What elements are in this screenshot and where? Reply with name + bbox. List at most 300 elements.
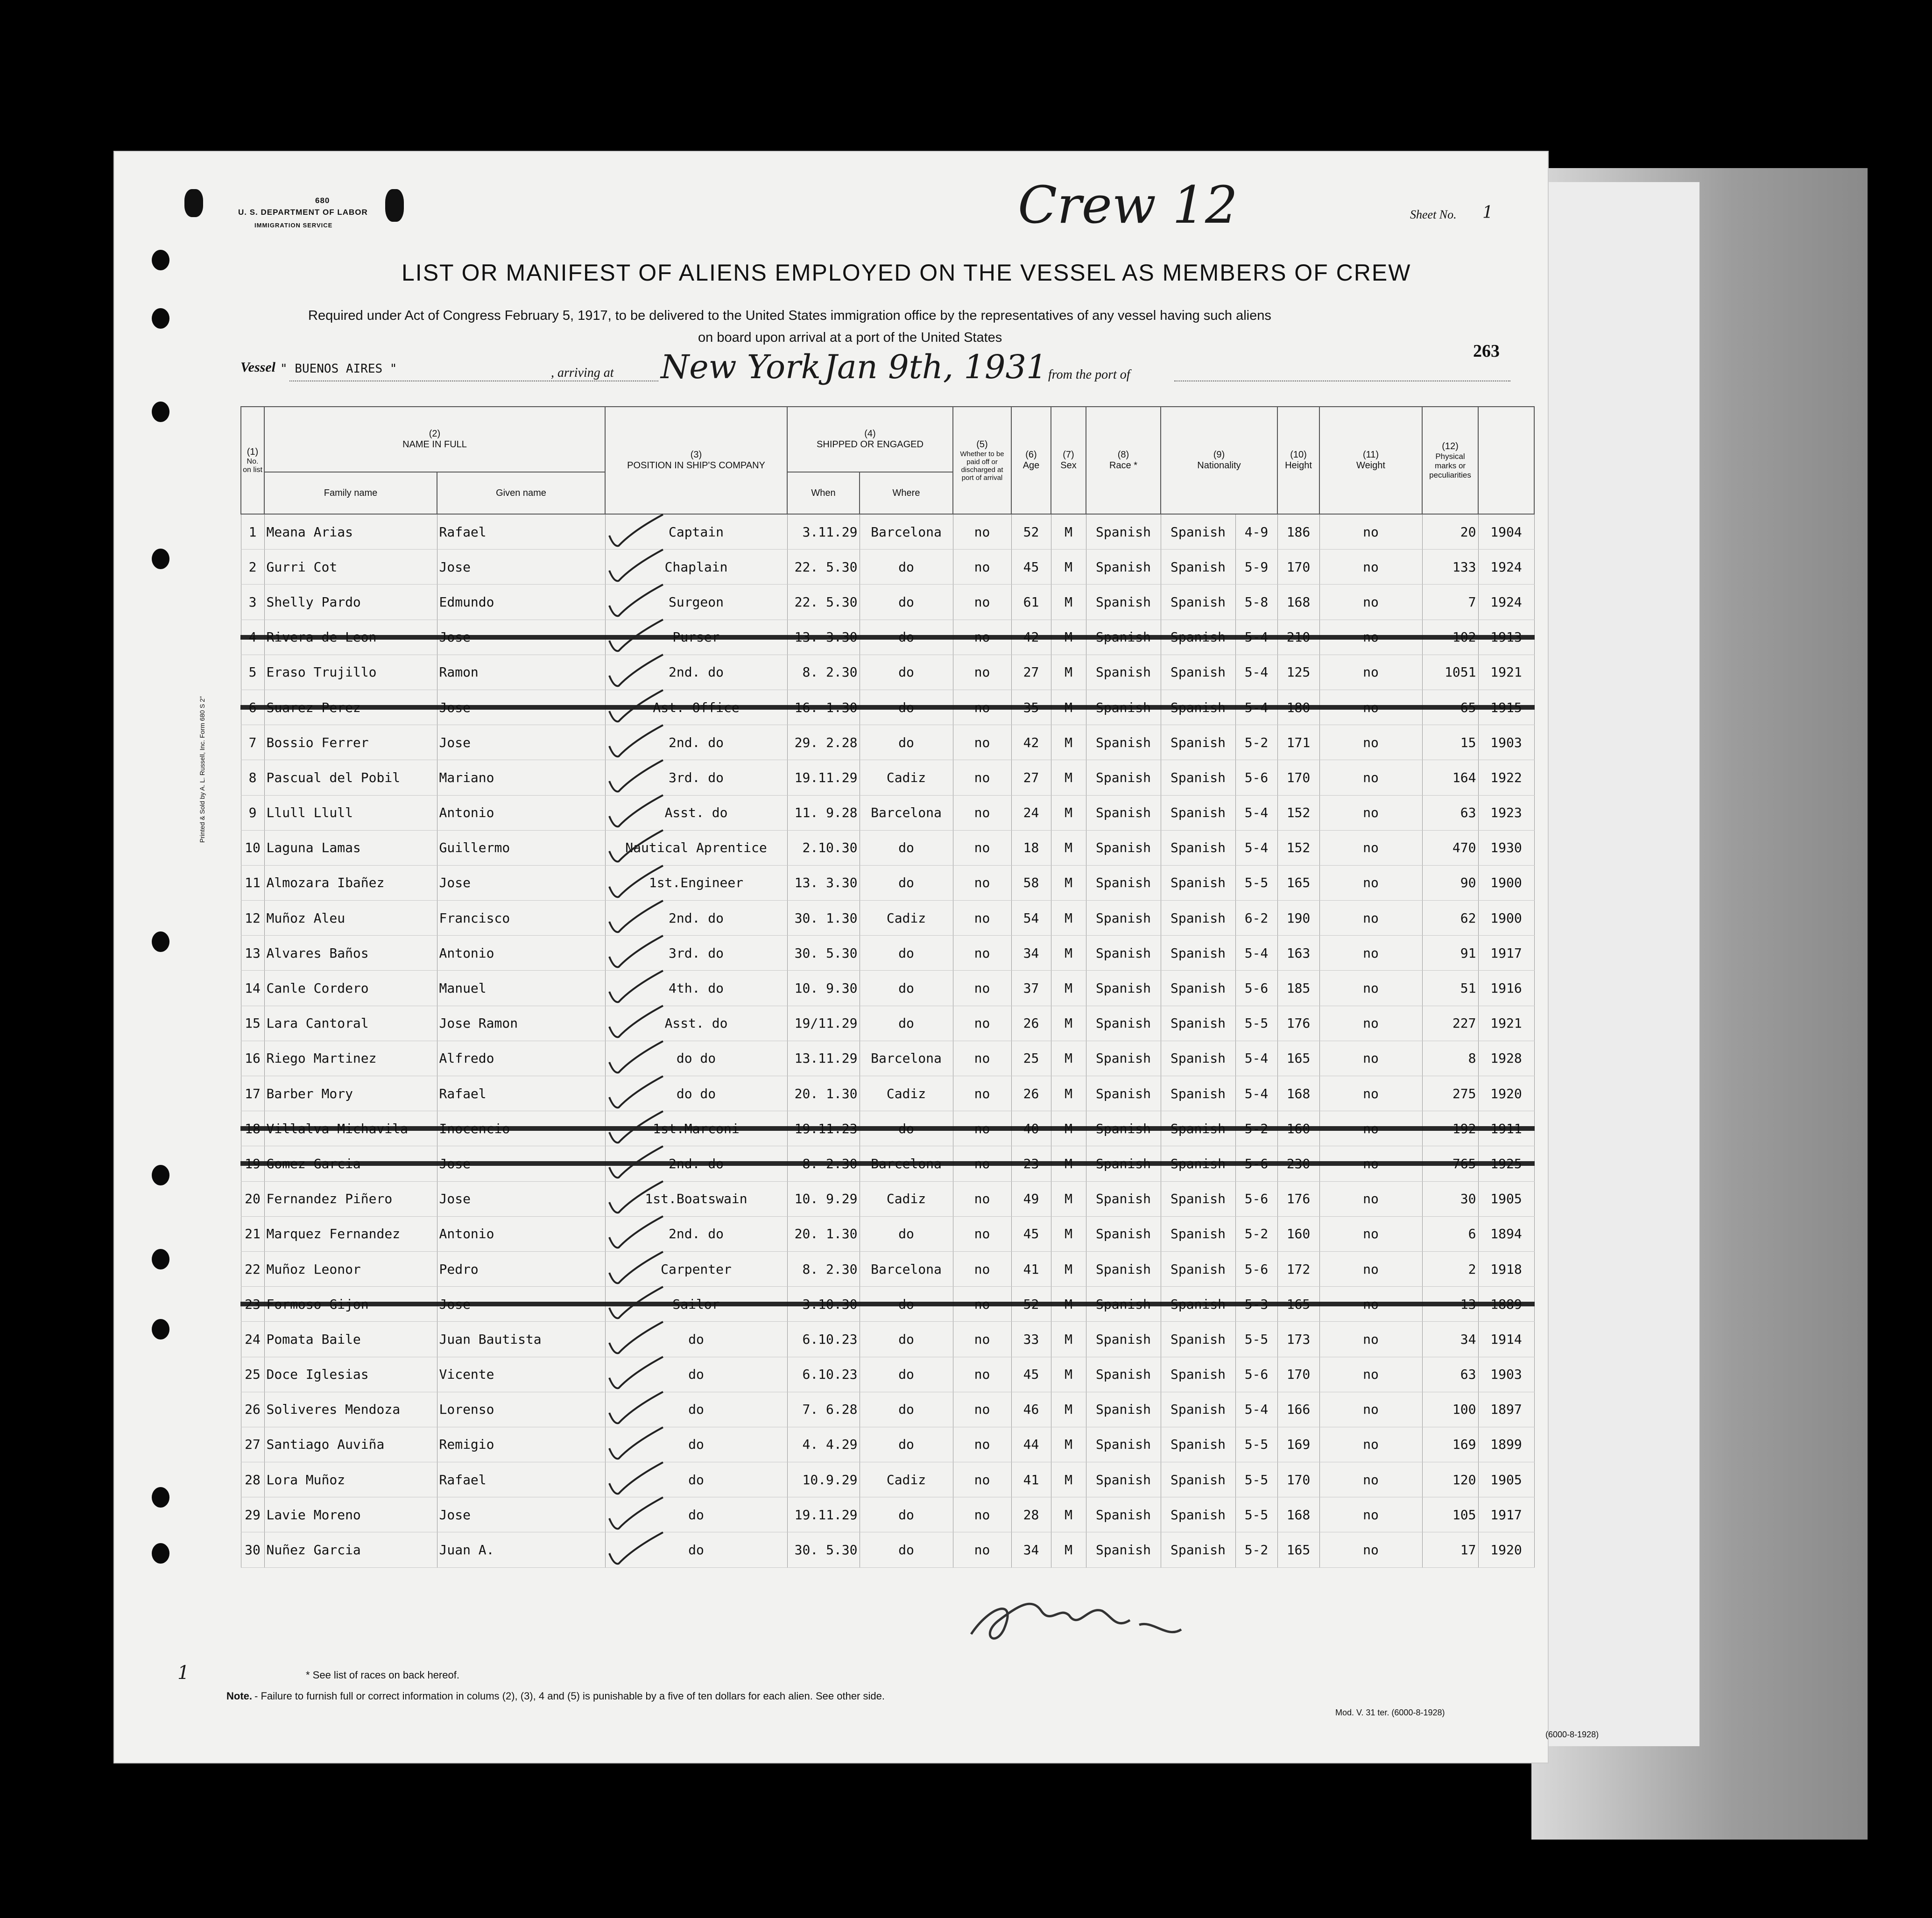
sex-cell: M — [1051, 971, 1086, 1006]
year-cell: 1930 — [1478, 830, 1534, 865]
weight-cell: 170 — [1277, 1357, 1319, 1392]
shipped-when-cell: 30. 1.30 — [787, 901, 860, 936]
nationality-cell: Spanish — [1161, 1251, 1235, 1286]
family-name-cell: Eraso Trujillo — [264, 655, 437, 690]
age-cell: 42 — [1011, 725, 1051, 760]
family-name-cell: Santiago Auviña — [264, 1427, 437, 1462]
shipped-where-cell: do — [860, 830, 953, 865]
given-name-cell: Jose — [437, 725, 605, 760]
shipped-when-cell: 13. 3.30 — [787, 865, 860, 900]
family-name-cell: Pomata Baile — [264, 1322, 437, 1357]
row-number-cell: 27 — [241, 1427, 264, 1462]
given-name-cell: Pedro — [437, 1251, 605, 1286]
physical-marks-cell: no — [1319, 1462, 1422, 1497]
binder-hole — [152, 549, 169, 569]
weight-cell: 176 — [1277, 1006, 1319, 1041]
position-cell: do — [605, 1322, 787, 1357]
margin-mark: 1 — [177, 1662, 190, 1684]
weight-cell: 165 — [1277, 1041, 1319, 1076]
position-cell: 3rd. do — [605, 936, 787, 971]
given-name-cell: Manuel — [437, 971, 605, 1006]
row-number-cell: 14 — [241, 971, 264, 1006]
row-number-cell: 15 — [241, 1006, 264, 1041]
race-cell: Spanish — [1086, 1427, 1161, 1462]
family-name-cell: Lavie Moreno — [264, 1497, 437, 1532]
weight-cell: 168 — [1277, 1497, 1319, 1532]
nationality-cell: Spanish — [1161, 655, 1235, 690]
check-mark-icon — [605, 1003, 670, 1041]
position-cell: do — [605, 1427, 787, 1462]
age-cell: 49 — [1011, 1181, 1051, 1216]
extra-number-cell: 63 — [1422, 795, 1478, 830]
position-cell: do do — [605, 1076, 787, 1111]
row-number-cell: 10 — [241, 830, 264, 865]
when-header: When — [787, 472, 860, 514]
family-name-cell: Doce Iglesias — [264, 1357, 437, 1392]
physical-marks-cell: no — [1319, 550, 1422, 585]
physical-marks-cell: no — [1319, 1041, 1422, 1076]
position-cell: 2nd. do — [605, 655, 787, 690]
given-name-cell: Antonio — [437, 936, 605, 971]
paid-off-cell: no — [953, 901, 1011, 936]
col-7-header — [1051, 407, 1086, 514]
paid-off-cell: no — [953, 585, 1011, 620]
col-6-header — [1011, 407, 1051, 514]
sex-cell: M — [1051, 1357, 1086, 1392]
shipped-when-cell: 22. 5.30 — [787, 585, 860, 620]
race-cell: Spanish — [1086, 1322, 1161, 1357]
sex-cell: M — [1051, 901, 1086, 936]
row-number-cell: 8 — [241, 760, 264, 795]
extra-number-cell: 2 — [1422, 1251, 1478, 1286]
check-mark-icon — [605, 1249, 670, 1287]
nationality-cell: Spanish — [1161, 936, 1235, 971]
position-cell: 1st.Engineer — [605, 865, 787, 900]
shipped-where-cell: Barcelona — [860, 795, 953, 830]
position-cell: 2nd. do — [605, 1216, 787, 1251]
paid-off-cell: no — [953, 1041, 1011, 1076]
col-10-label: Height — [1285, 460, 1312, 471]
paid-off-cell: no — [953, 865, 1011, 900]
weight-cell: 170 — [1277, 1462, 1319, 1497]
paid-off-cell: no — [953, 655, 1011, 690]
given-name-cell: Juan Bautista — [437, 1322, 605, 1357]
nationality-cell: Spanish — [1161, 1427, 1235, 1462]
col-5-number: (5) — [976, 439, 988, 450]
shipped-when-cell: 3.11.29 — [787, 514, 860, 550]
height-cell: 5-5 — [1235, 865, 1277, 900]
extra-number-cell: 470 — [1422, 830, 1478, 865]
given-name-cell: Rafael — [437, 1462, 605, 1497]
check-mark-icon — [605, 793, 670, 830]
table-row — [241, 655, 1534, 690]
extra-number-cell: 7 — [1422, 585, 1478, 620]
physical-marks-cell: no — [1319, 655, 1422, 690]
age-cell: 18 — [1011, 830, 1051, 865]
col-2-number: (2) — [429, 429, 441, 439]
shipped-where-cell: do — [860, 1006, 953, 1041]
year-cell: 1905 — [1478, 1462, 1534, 1497]
check-mark-icon — [605, 1354, 670, 1392]
height-cell: 5-6 — [1235, 971, 1277, 1006]
shipped-where-cell: Cadiz — [860, 1462, 953, 1497]
race-cell: Spanish — [1086, 1392, 1161, 1427]
height-cell: 5-5 — [1235, 1497, 1277, 1532]
table-row — [241, 1251, 1534, 1286]
shipped-when-cell: 30. 5.30 — [787, 936, 860, 971]
weight-cell: 163 — [1277, 936, 1319, 971]
nationality-cell: Spanish — [1161, 1392, 1235, 1427]
position-cell: 2nd. do — [605, 901, 787, 936]
year-cell: 1922 — [1478, 760, 1534, 795]
department-label: U. S. DEPARTMENT OF LABOR — [238, 208, 368, 217]
paid-off-cell: no — [953, 971, 1011, 1006]
binder-hole — [152, 1249, 169, 1269]
row-number-cell: 7 — [241, 725, 264, 760]
family-name-cell: Barber Mory — [264, 1076, 437, 1111]
age-cell: 46 — [1011, 1392, 1051, 1427]
shipped-where-cell: do — [860, 1322, 953, 1357]
weight-cell: 165 — [1277, 865, 1319, 900]
position-cell: Nautical Aprentice — [605, 830, 787, 865]
check-mark-icon — [605, 652, 670, 690]
check-mark-icon — [605, 968, 670, 1006]
table-row — [241, 1181, 1534, 1216]
extra-number-cell: 120 — [1422, 1462, 1478, 1497]
position-cell: do do — [605, 1041, 787, 1076]
sheet-no-label: Sheet No. — [1410, 208, 1457, 221]
sex-cell: M — [1051, 514, 1086, 550]
nationality-cell: Spanish — [1161, 1357, 1235, 1392]
given-name-cell: Mariano — [437, 760, 605, 795]
row-number-cell: 13 — [241, 936, 264, 971]
check-mark-icon — [605, 512, 670, 550]
race-cell: Spanish — [1086, 1216, 1161, 1251]
sex-cell: M — [1051, 830, 1086, 865]
race-cell: Spanish — [1086, 514, 1161, 550]
form-code: Mod. V. 31 ter. (6000-8-1928) — [1335, 1708, 1445, 1717]
age-cell: 45 — [1011, 1216, 1051, 1251]
paid-off-cell: no — [953, 514, 1011, 550]
height-cell: 6-2 — [1235, 901, 1277, 936]
row-number-cell: 9 — [241, 795, 264, 830]
height-cell: 4-9 — [1235, 514, 1277, 550]
col-11-label: Weight — [1356, 460, 1385, 471]
position-cell: Asst. do — [605, 795, 787, 830]
year-cell: 1920 — [1478, 1076, 1534, 1111]
weight-cell: 170 — [1277, 550, 1319, 585]
given-name-cell: Vicente — [437, 1357, 605, 1392]
shipped-when-cell: 8. 2.30 — [787, 655, 860, 690]
height-cell: 5-5 — [1235, 1462, 1277, 1497]
year-cell: 1924 — [1478, 550, 1534, 585]
form-code-back: (6000-8-1928) — [1545, 1730, 1599, 1739]
nationality-cell: Spanish — [1161, 585, 1235, 620]
manifest-table — [240, 406, 1535, 1568]
check-mark-icon — [605, 547, 670, 585]
given-name-cell: Jose — [437, 550, 605, 585]
col-9-number: (9) — [1213, 450, 1225, 460]
sex-cell: M — [1051, 1006, 1086, 1041]
printer-note: Printed & Sold by A. L. Russell, Inc. Form 680 S 2" — [198, 696, 206, 843]
weight-cell: 169 — [1277, 1427, 1319, 1462]
col-8-header — [1086, 407, 1161, 514]
paid-off-cell: no — [953, 725, 1011, 760]
position-cell: 2nd. do — [605, 725, 787, 760]
weight-cell: 152 — [1277, 795, 1319, 830]
physical-marks-cell: no — [1319, 1216, 1422, 1251]
paid-off-cell: no — [953, 1006, 1011, 1041]
height-cell: 5-6 — [1235, 1357, 1277, 1392]
sex-cell: M — [1051, 1251, 1086, 1286]
shipped-when-cell: 20. 1.30 — [787, 1216, 860, 1251]
where-header: Where — [860, 472, 953, 514]
col-2-header — [264, 407, 605, 472]
table-row — [241, 1006, 1534, 1041]
height-cell: 5-4 — [1235, 830, 1277, 865]
family-name-cell: Muñoz Leonor — [264, 1251, 437, 1286]
physical-marks-cell: no — [1319, 1427, 1422, 1462]
page-title: LIST OR MANIFEST OF ALIENS EMPLOYED ON THE VESSEL AS MEMBERS OF CREW — [402, 260, 1411, 286]
given-name-cell: Remigio — [437, 1427, 605, 1462]
weight-cell: 165 — [1277, 1532, 1319, 1567]
nationality-cell: Spanish — [1161, 1497, 1235, 1532]
position-cell: do — [605, 1357, 787, 1392]
col-1-label: No. on list — [243, 457, 262, 474]
sex-cell: M — [1051, 760, 1086, 795]
check-mark-icon — [605, 582, 670, 620]
note-label: Note. — [226, 1690, 252, 1702]
position-cell: Captain — [605, 514, 787, 550]
subtitle-line-2: on board upon arrival at a port of the United States — [698, 330, 1002, 345]
position-cell: Asst. do — [605, 1006, 787, 1041]
weight-cell: 168 — [1277, 585, 1319, 620]
from-port-label: from the port of — [1048, 367, 1130, 382]
row-number-cell: 20 — [241, 1181, 264, 1216]
table-row — [241, 1322, 1534, 1357]
year-cell: 1921 — [1478, 655, 1534, 690]
year-cell: 1917 — [1478, 1497, 1534, 1532]
table-row — [241, 725, 1534, 760]
position-cell: 1st.Boatswain — [605, 1181, 787, 1216]
family-name-cell: Pascual del Pobil — [264, 760, 437, 795]
year-cell: 1900 — [1478, 865, 1534, 900]
strike-through-line — [240, 1161, 1535, 1166]
binder-hole — [152, 308, 169, 329]
height-cell: 5-2 — [1235, 1216, 1277, 1251]
age-cell: 33 — [1011, 1322, 1051, 1357]
age-cell: 45 — [1011, 1357, 1051, 1392]
family-name-cell: Llull Llull — [264, 795, 437, 830]
shipped-where-cell: Barcelona — [860, 1251, 953, 1286]
shipped-where-cell: Cadiz — [860, 760, 953, 795]
col-11-number: (11) — [1362, 450, 1379, 460]
shipped-when-cell: 8. 2.30 — [787, 1251, 860, 1286]
check-mark-icon — [605, 863, 670, 901]
sex-cell: M — [1051, 795, 1086, 830]
table-row — [241, 795, 1534, 830]
nationality-cell: Spanish — [1161, 971, 1235, 1006]
strike-through-line — [240, 1126, 1535, 1131]
given-name-cell: Jose — [437, 865, 605, 900]
row-number-cell: 3 — [241, 585, 264, 620]
col-8-label: Race * — [1109, 460, 1138, 471]
height-cell: 5-4 — [1235, 655, 1277, 690]
height-cell: 5-5 — [1235, 1322, 1277, 1357]
strike-through-line — [240, 1302, 1535, 1306]
table-row — [241, 901, 1534, 936]
shipped-where-cell: do — [860, 1392, 953, 1427]
weight-cell: 172 — [1277, 1251, 1319, 1286]
shipped-where-cell: do — [860, 1532, 953, 1567]
table-row — [241, 1532, 1534, 1567]
shipped-where-cell: Cadiz — [860, 1076, 953, 1111]
position-cell: do — [605, 1532, 787, 1567]
col-8-number: (8) — [1117, 450, 1129, 460]
race-cell: Spanish — [1086, 1041, 1161, 1076]
race-cell: Spanish — [1086, 725, 1161, 760]
shipped-where-cell: do — [860, 971, 953, 1006]
race-cell: Spanish — [1086, 655, 1161, 690]
height-cell: 5-6 — [1235, 1251, 1277, 1286]
given-name-cell: Edmundo — [437, 585, 605, 620]
col-12-number: (12) — [1442, 441, 1459, 451]
year-cell: 1918 — [1478, 1251, 1534, 1286]
given-name-cell: Ramon — [437, 655, 605, 690]
paid-off-cell: no — [953, 1427, 1011, 1462]
extra-number-cell: 1051 — [1422, 655, 1478, 690]
col-7-label: Sex — [1060, 460, 1077, 471]
shipped-when-cell: 22. 5.30 — [787, 550, 860, 585]
col-5-label: Whether to be paid off or discharged at port of arrival — [960, 450, 1004, 482]
family-name-cell: Bossio Ferrer — [264, 725, 437, 760]
year-cell: 1903 — [1478, 1357, 1534, 1392]
sex-cell: M — [1051, 1322, 1086, 1357]
weight-cell: 190 — [1277, 901, 1319, 936]
extra-number-cell: 91 — [1422, 936, 1478, 971]
year-cell: 1894 — [1478, 1216, 1534, 1251]
paid-off-cell: no — [953, 1357, 1011, 1392]
race-cell: Spanish — [1086, 1006, 1161, 1041]
age-cell: 25 — [1011, 1041, 1051, 1076]
height-cell: 5-4 — [1235, 1076, 1277, 1111]
shipped-when-cell: 7. 6.28 — [787, 1392, 860, 1427]
given-name-cell: Alfredo — [437, 1041, 605, 1076]
height-cell: 5-5 — [1235, 1427, 1277, 1462]
sex-cell: M — [1051, 1532, 1086, 1567]
shipped-where-cell: Cadiz — [860, 1181, 953, 1216]
family-name-cell: Canle Cordero — [264, 971, 437, 1006]
check-mark-icon — [605, 1389, 670, 1427]
extra-number-cell: 62 — [1422, 901, 1478, 936]
extra-number-cell: 227 — [1422, 1006, 1478, 1041]
family-name-cell: Alvares Baños — [264, 936, 437, 971]
year-cell: 1928 — [1478, 1041, 1534, 1076]
sex-cell: M — [1051, 1497, 1086, 1532]
given-name-cell: Jose — [437, 1497, 605, 1532]
binder-hole — [152, 931, 169, 952]
race-cell: Spanish — [1086, 1532, 1161, 1567]
physical-marks-cell: no — [1319, 901, 1422, 936]
paid-off-cell: no — [953, 1181, 1011, 1216]
table-row — [241, 830, 1534, 865]
check-mark-icon — [605, 898, 670, 936]
extra-number-cell: 63 — [1422, 1357, 1478, 1392]
shipped-where-cell: do — [860, 550, 953, 585]
family-name-cell: Meana Arias — [264, 514, 437, 550]
row-number-cell: 30 — [241, 1532, 264, 1567]
table-row — [241, 865, 1534, 900]
table-row — [241, 550, 1534, 585]
age-cell: 41 — [1011, 1251, 1051, 1286]
family-name-header: Family name — [264, 472, 437, 514]
sex-cell: M — [1051, 1392, 1086, 1427]
shipped-when-cell: 29. 2.28 — [787, 725, 860, 760]
strike-through-line — [240, 705, 1535, 710]
age-cell: 52 — [1011, 514, 1051, 550]
extra-number-cell: 169 — [1422, 1427, 1478, 1462]
weight-cell: 168 — [1277, 1076, 1319, 1111]
check-mark-icon — [605, 1495, 670, 1532]
shipped-where-cell: do — [860, 1497, 953, 1532]
physical-marks-cell: no — [1319, 585, 1422, 620]
position-cell: 4th. do — [605, 971, 787, 1006]
height-cell: 5-9 — [1235, 550, 1277, 585]
shipped-where-cell: do — [860, 725, 953, 760]
year-cell: 1897 — [1478, 1392, 1534, 1427]
position-cell: 3rd. do — [605, 760, 787, 795]
age-cell: 45 — [1011, 550, 1051, 585]
handwritten-crew-note: Crew 12 — [1018, 175, 1238, 235]
family-name-cell: Almozara Ibañez — [264, 865, 437, 900]
weight-cell: 173 — [1277, 1322, 1319, 1357]
shipped-when-cell: 10. 9.29 — [787, 1181, 860, 1216]
row-number-cell: 5 — [241, 655, 264, 690]
check-mark-icon — [605, 1460, 670, 1497]
col-10-number: (10) — [1290, 450, 1307, 460]
age-cell: 37 — [1011, 971, 1051, 1006]
given-name-cell: Jose Ramon — [437, 1006, 605, 1041]
sex-cell: M — [1051, 1041, 1086, 1076]
check-mark-icon — [605, 1109, 670, 1146]
col-9-header — [1161, 407, 1277, 514]
year-cell: 1914 — [1478, 1322, 1534, 1357]
weight-cell: 160 — [1277, 1216, 1319, 1251]
table-row — [241, 1076, 1534, 1111]
age-cell: 26 — [1011, 1006, 1051, 1041]
race-cell: Spanish — [1086, 1251, 1161, 1286]
family-name-cell: Soliveres Mendoza — [264, 1392, 437, 1427]
age-cell: 26 — [1011, 1076, 1051, 1111]
extra-number-cell: 133 — [1422, 550, 1478, 585]
race-cell: Spanish — [1086, 865, 1161, 900]
col-extra-header — [1478, 407, 1534, 514]
physical-marks-cell: no — [1319, 830, 1422, 865]
year-cell: 1917 — [1478, 936, 1534, 971]
family-name-cell: Fernandez Piñero — [264, 1181, 437, 1216]
given-name-cell: Antonio — [437, 1216, 605, 1251]
physical-marks-cell: no — [1319, 936, 1422, 971]
shipped-when-cell: 13.11.29 — [787, 1041, 860, 1076]
physical-marks-cell: no — [1319, 971, 1422, 1006]
check-mark-icon — [605, 1530, 670, 1567]
family-name-cell: Marquez Fernandez — [264, 1216, 437, 1251]
weight-cell: 176 — [1277, 1181, 1319, 1216]
row-number-cell: 2 — [241, 550, 264, 585]
race-cell: Spanish — [1086, 1181, 1161, 1216]
nationality-cell: Spanish — [1161, 1181, 1235, 1216]
extra-number-cell: 30 — [1422, 1181, 1478, 1216]
